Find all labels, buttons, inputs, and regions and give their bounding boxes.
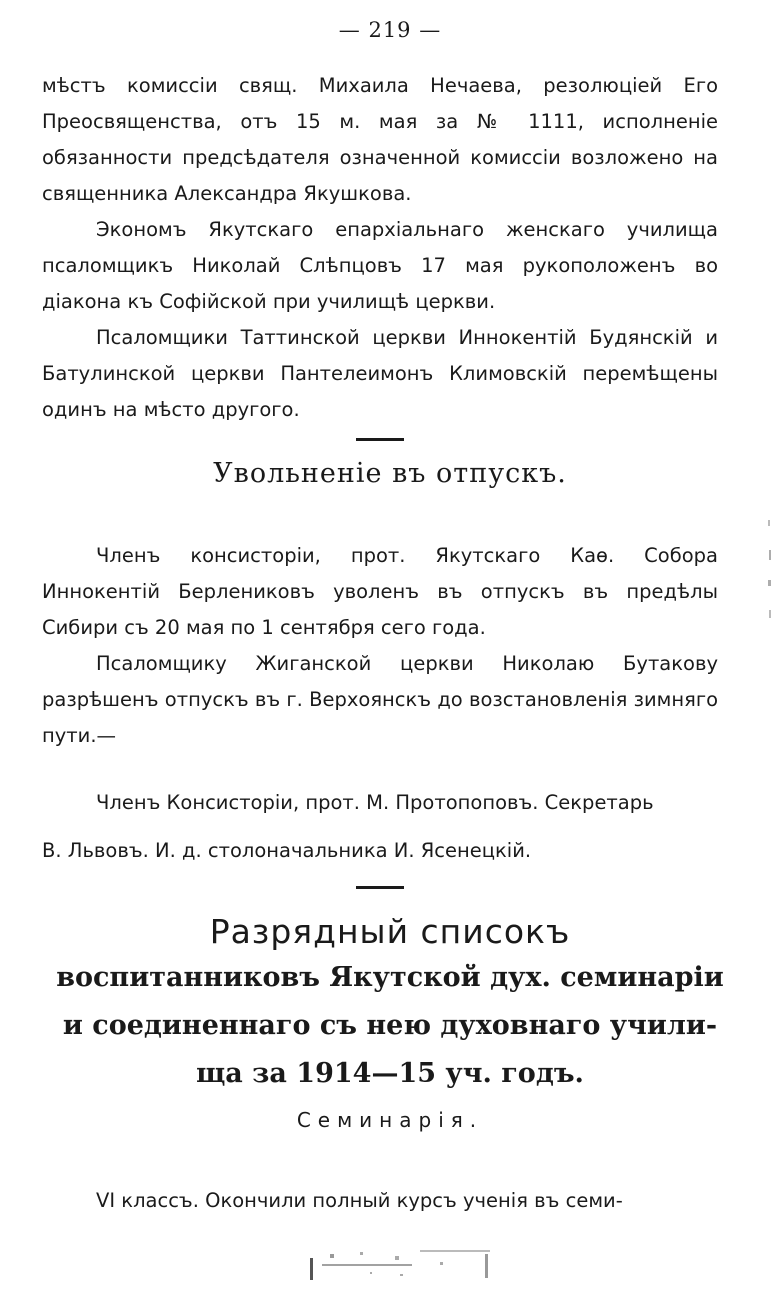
scan-edge-marks xyxy=(766,520,774,630)
paragraph: мѣстъ комиссіи свящ. Михаила Нечаева, резолюціей Его Преосвященства, отъ 15 м. мая за № 1111, исполненіе обязанности предсѣдателя означенной комиссіи возложено на священника Александра Якушкова. xyxy=(42,74,718,205)
library-stamp-mark xyxy=(300,1244,510,1284)
list-title: ща за 1914—15 уч. годъ. xyxy=(196,1058,584,1089)
section-heading-leave: Увольненіе въ отпускъ. xyxy=(213,458,567,489)
list-title: воспитанниковъ Якутской дух. семинаріи xyxy=(56,962,724,993)
subheading-seminary: Семинарія. xyxy=(296,1108,484,1132)
paragraph: Псаломщики Таттинской церкви Иннокентій Будянскій и Батулинской церкви Пантелеимонъ Климовскій перемѣщены одинъ на мѣсто другого. xyxy=(42,326,718,421)
paragraph: Членъ консисторіи, прот. Якутскаго Каѳ. Собора Иннокентій Берлениковъ уволенъ въ отпускъ въ предѣлы Сибири съ 20 мая по 1 сентября сего года. xyxy=(42,544,718,639)
class-entry: VI классъ. Окончили полный курсъ ученія въ семи- xyxy=(96,1189,623,1212)
leave-section xyxy=(42,538,718,754)
paragraph: Экономъ Якутскаго епархіальнаго женскаго училища псаломщикъ Николай Слѣпцовъ 17 мая рукоположенъ во діакона къ Софійской при училищѣ церкви. xyxy=(42,218,718,313)
signature-line: Членъ Консисторіи, прот. М. Протопоповъ. Секретарь xyxy=(96,791,654,814)
list-title: Разрядный списокъ xyxy=(209,912,571,951)
paragraph: Псаломщику Жиганской церкви Николаю Бутакову разрѣшенъ отпускъ въ г. Верхоянскъ до возстановленія зимняго пути.— xyxy=(42,652,718,747)
list-title: и соединеннаго съ нею духовнаго учили- xyxy=(62,1010,718,1041)
page-number: — 219 — xyxy=(338,18,442,42)
section-divider xyxy=(356,886,404,889)
section-divider xyxy=(356,438,404,441)
signature-line: В. Львовъ. И. д. столоначальника И. Ясенецкій. xyxy=(42,839,532,862)
appointments-section xyxy=(42,68,718,428)
